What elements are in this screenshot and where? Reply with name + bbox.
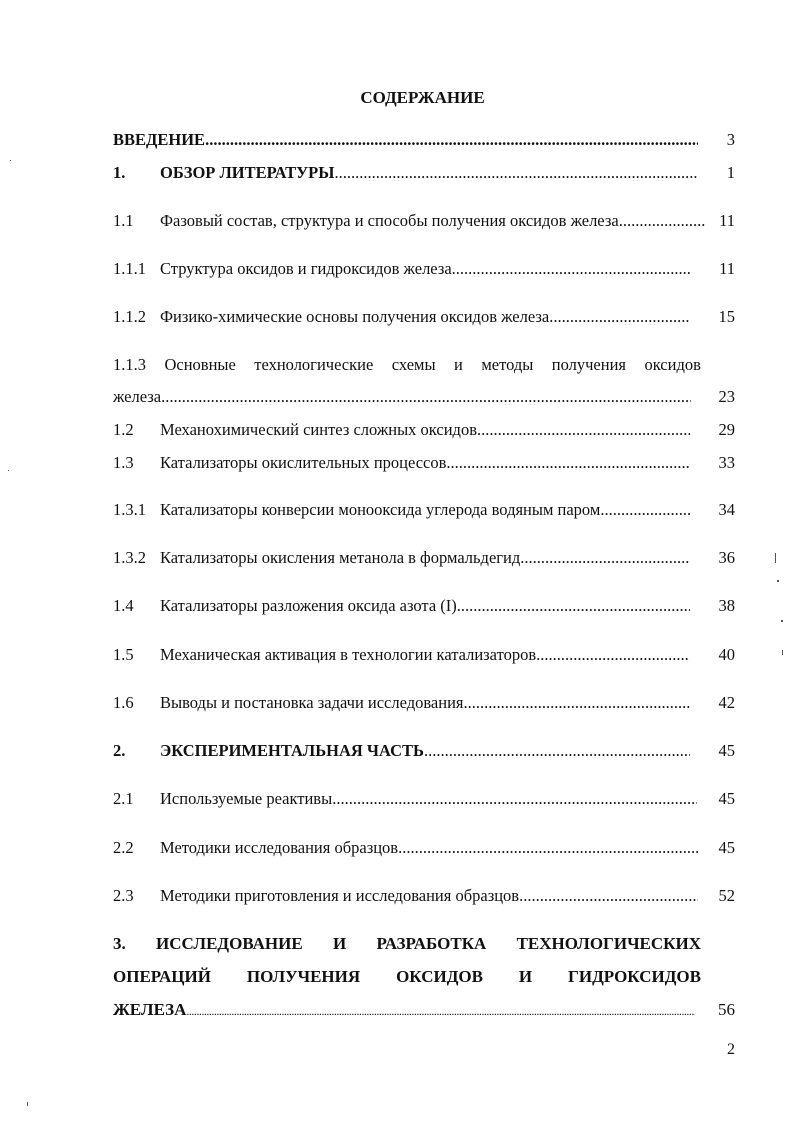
scan-speck: [10, 160, 11, 161]
dot-leader: [619, 209, 705, 233]
toc-entry-continuation: [113, 998, 735, 1022]
toc-entry-page: 34: [718, 500, 735, 519]
toc-entry-title: Механическая активация в технологии катализаторов .....: [160, 643, 690, 667]
toc-entry-page: 3: [726, 130, 735, 149]
toc-entry-title: Катализаторы разложения оксида азота (I) .....: [160, 594, 690, 618]
toc-entry-number: 1.4: [113, 596, 134, 615]
dot-leader: [161, 385, 691, 409]
dot-leader: [205, 128, 698, 152]
page-number: 2: [727, 1041, 735, 1058]
dot-leader: [457, 594, 690, 618]
toc-entry-number: 1.1.2: [113, 307, 146, 326]
toc-entry-title: ОБЗОР ЛИТЕРАТУРЫ .....: [160, 161, 698, 185]
toc-entry-number: 1.3: [113, 453, 134, 472]
toc-entry-number: 1.5: [113, 645, 134, 664]
toc-entry-continuation: [113, 385, 735, 409]
toc-entry: [113, 498, 735, 522]
toc-entry-title: Фазовый состав, структура и способы получения оксидов железа .....: [160, 209, 705, 233]
toc-entry-title: Механохимический синтез сложных оксидов .....: [160, 418, 690, 442]
dot-leader: [452, 257, 690, 281]
dot-leader: [334, 161, 698, 185]
toc-entry-number: 1.2: [113, 420, 134, 439]
scan-speck: [27, 1102, 28, 1106]
toc-entry-page: 1: [726, 163, 735, 182]
toc-entry: [113, 932, 701, 956]
toc-entry-title: Физико-химические основы получения оксидов железа .....: [160, 305, 690, 329]
toc-entry-title-line: 3. ИССЛЕДОВАНИЕ И РАЗРАБОТКА ТЕХНОЛОГИЧЕСКИХ: [113, 934, 701, 953]
toc-entry-title: Структура оксидов и гидроксидов железа .....: [160, 257, 690, 281]
toc-entry-page: 42: [718, 693, 735, 712]
toc-entry-page: 29: [718, 420, 735, 439]
toc-entry-number: 2.2: [113, 838, 134, 857]
scan-speck: [775, 553, 776, 563]
scan-speck: [782, 650, 783, 655]
dot-leader: [477, 418, 690, 442]
toc-entry-continuation: [113, 965, 701, 989]
toc-entry: [113, 884, 735, 908]
toc-entry: [113, 128, 735, 152]
toc-entry-page: 45: [718, 838, 735, 857]
toc-entry: [113, 418, 735, 442]
scan-speck: [781, 620, 783, 622]
toc-entry: [113, 257, 735, 281]
toc-entry: [113, 643, 735, 667]
dot-leader: [600, 498, 692, 522]
toc-entry-page: 23: [718, 387, 735, 406]
toc-entry: [113, 691, 735, 715]
toc-entry-title: Используемые реактивы .....: [160, 787, 697, 811]
toc-entry-number: 1.3.2: [113, 548, 146, 567]
toc-entry-page: 52: [718, 886, 735, 905]
toc-entry-title: ЭКСПЕРИМЕНТАЛЬНАЯ ЧАСТЬ .....: [160, 739, 690, 763]
toc-entry-page: 33: [718, 453, 735, 472]
dot-leader: [464, 691, 690, 715]
toc-entry-page: 56: [718, 1000, 735, 1019]
toc-entry-number: 1.1: [113, 211, 134, 230]
toc-entry: [113, 161, 735, 185]
toc-entry: [113, 739, 735, 763]
toc-entry-title: железа .....: [113, 385, 691, 409]
dot-leader: [519, 884, 698, 908]
toc-entry-page: 36: [718, 548, 735, 567]
toc-entry: [113, 836, 735, 860]
dot-leader: [549, 305, 690, 329]
toc-entry-title: ВВЕДЕНИЕ .....: [113, 128, 698, 152]
dot-leader: [424, 739, 690, 763]
toc-entry-title: Методики исследования образцов .....: [160, 836, 698, 860]
toc-entry-number: 1.1.1: [113, 259, 146, 278]
dot-leader: [332, 787, 697, 811]
toc-entry-number: 2.3: [113, 886, 134, 905]
toc-entry-number: 1.: [113, 163, 126, 182]
toc-entry-page: 45: [718, 789, 735, 808]
toc-entry-number: 2.: [113, 741, 126, 760]
toc-entry-title: Катализаторы окисления метанола в формальдегид .....: [160, 546, 690, 570]
toc-entry-page: 38: [718, 596, 735, 615]
toc-entry-page: 11: [719, 259, 735, 278]
toc-entry: [113, 451, 735, 475]
dot-leader: [398, 836, 698, 860]
toc-entry-title: Катализаторы окислительных процессов .....: [160, 451, 690, 475]
toc-entry: [113, 787, 735, 811]
scan-speck: [8, 470, 9, 471]
toc-entry-page: 15: [718, 307, 735, 326]
scan-speck: [777, 580, 779, 582]
dot-leader: [446, 451, 690, 475]
toc-entry-title: ЖЕЛЕЗА .....: [113, 998, 695, 1023]
toc-entry: [113, 594, 735, 618]
toc-entry-number: 2.1: [113, 789, 134, 808]
toc-entry-page: 11: [719, 211, 735, 230]
toc-entry: [113, 305, 735, 329]
toc-entry-page: 45: [718, 741, 735, 760]
toc-title: СОДЕРЖАНИЕ: [360, 88, 485, 107]
toc-entry-title-line: ОПЕРАЦИЙ ПОЛУЧЕНИЯ ОКСИДОВ И ГИДРОКСИДОВ: [113, 967, 701, 986]
toc-entry: [113, 546, 735, 570]
toc-entry: [113, 209, 735, 233]
toc-entry-title: Катализаторы конверсии монооксида углерода водяным паром .....: [160, 498, 692, 522]
toc-entry-title: Выводы и постановка задачи исследования .....: [160, 691, 690, 715]
dot-leader: [536, 643, 690, 667]
toc-entry-number: 1.6: [113, 693, 134, 712]
toc-entry-title-line: 1.1.3 Основные технологические схемы и методы получения оксидов: [113, 355, 701, 374]
toc-entry-title: Методики приготовления и исследования образцов .....: [160, 884, 698, 908]
dot-leader: [186, 999, 695, 1023]
toc-entry-number: 1.3.1: [113, 500, 146, 519]
toc-entry: [113, 353, 701, 377]
dot-leader: [520, 546, 690, 570]
toc-entry-page: 40: [718, 645, 735, 664]
